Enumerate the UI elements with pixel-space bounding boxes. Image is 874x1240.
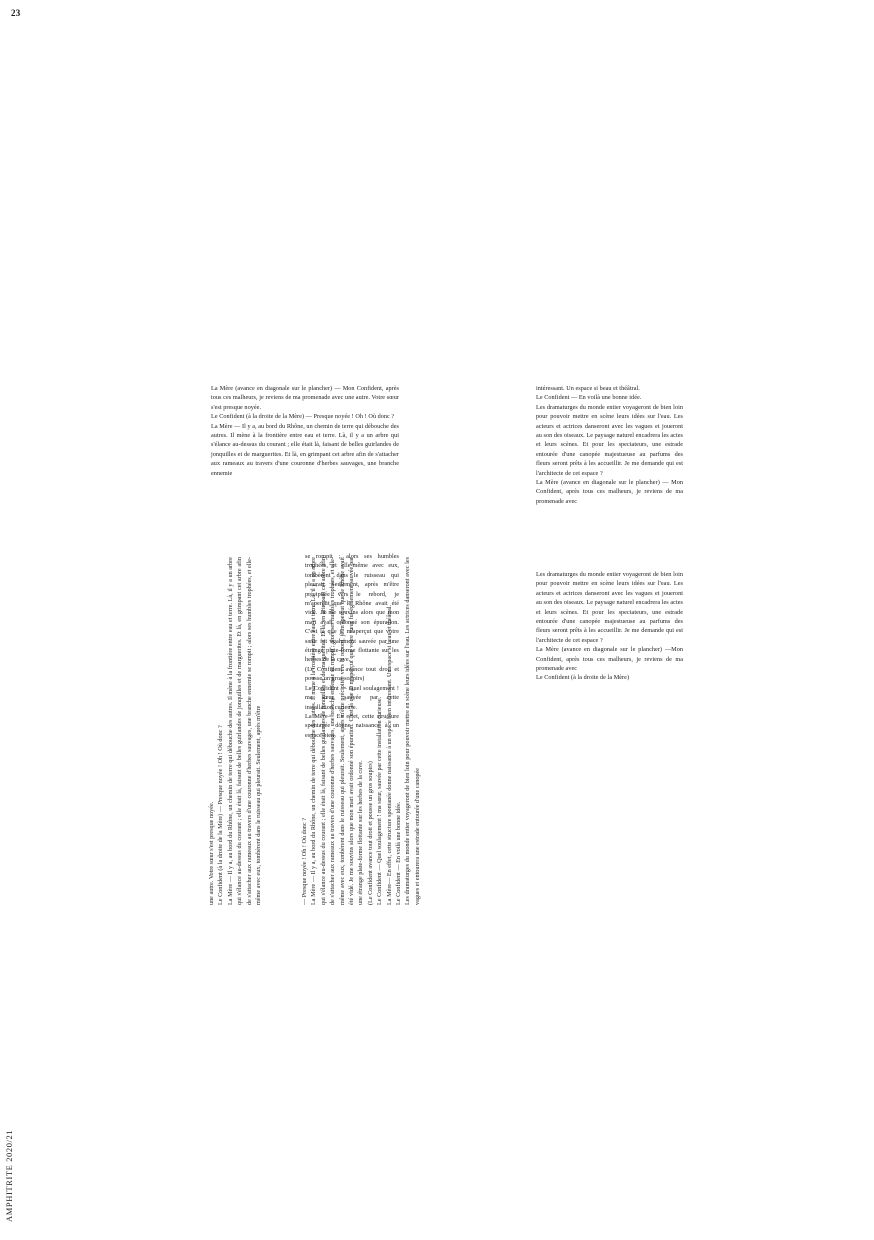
- text-block-rotated-middle: [300, 557, 421, 905]
- paragraph-text: une autre. Votre sœur s'est presque noyée. Le Confident (à la droite de la Mère) — Presque noyée ! Oh ! Où donc ? La Mère — Il y a, au bord du Rhône, un chemin de terre qui débouche des autres. Il mène à la frontière entre eau et terre. Là, il y a un arbre qui s'élance au-dessus du courant ; elle était là, faisant de belles guirlandes de jonquilles et de marguerites. Et là, en grimpant cet arbre afin de s'attacher aux rameaux au travers d'une couronne d'herbes sauvages, une branche ennemie se rompit ; alors ses humbles trophées, et elle-même avec eux, tombèrent dans le ruisseau qui pleurait. Seulement, après m'être: [208, 557, 263, 905]
- text-block-lower-right: [536, 570, 683, 683]
- paragraph-text: La Mère (avance en diagonale sur le plancher) — Mon Confident, après tous ces malheurs, je reviens de ma promenade avec une autre. Votre sœur s'est presque noyée. Le Confident (à la droite de la Mère) — Presque noyée ! Oh ! Où donc ? La Mère — Il y a, au bord du Rhône, un chemin de terre qui débouche des autres. Il mène à la frontière entre eau et terre. Là, il y a un arbre qui s'élance au-dessus du courant ; elle était là, faisant de belles guirlandes de jonquilles et de marguerites. Et là, en grimpant cet arbre afin de s'attacher aux rameaux au travers d'une couronne d'herbes sauvages, une branche ennemie: [211, 385, 399, 477]
- paragraph-text: intéressant. Un espace si beau et théâtral. Le Confident — En voilà une bonne idée. Les dramaturges du monde entier voyageront de bien loin pour pouvoir mettre en scène leurs idées sur l'eau. Les acteurs et actrices danseront avec les vagues et joueront au son des oiseaux. Le paysage naturel encadrera les actes et leurs scènes. Et pour les spectateurs, une estrade entourée d'une canopée majestueuse au parfums des fleurs seront prêts à les accueillir. Je me demande qui est l'architecte de cet espace ? La Mère (avance en diagonale sur le plancher) — Mon Confident, après tous ces malheurs, je reviens de ma promenade avec: [536, 385, 683, 505]
- paragraph-text: se rompit ; alors ses humbles trophées, et elle-même avec eux, tombèrent dans le ruisseau qui pleurait. Seulement, après m'être précipitée vers le rebord, je m'aperçut que le Rhône avait été vidé. Je me souvins alors que mon mari avait ordonné son épuration. C'est là que je m'aperçut que votre sœur fut également sauvée par une étrange plate-forme flottante sur les herbes de la cuve. (Le Confident avance tout droit et pousse un gros soupirs) Le Confident — Quel soulagement ! ma sœur, sauvée par cette installation curieuse. La Mère— En effet, cette structure spontanée donne naissance à un espace bien: [305, 553, 399, 739]
- text-block-upper-right: [536, 384, 683, 506]
- text-block-upper-middle: [211, 384, 399, 478]
- running-head: AMPHITRITE 2020/21: [4, 1129, 14, 1222]
- page-number: 23: [11, 8, 21, 18]
- paragraph-text: — Presque noyée ! Oh ! Où donc ? La Mère — Il y a, au bord du Rhône, un chemin de terre qui débouche des autres. Il mène à la frontière entre eau et terre. Là, il y a un arbre qui s'élance au-dessus du courant ; elle était là, faisant de belles guirlandes de jonquilles et de marguerites. Et là, en grimpant cet arbre afin de s'attacher aux rameaux au travers d'une couronne d'herbes sauvages, une branche ennemie se rompit ; alors ses humbles trophées, et elle-même avec eux, tombèrent dans le ruisseau qui pleurait. Seulement, après m'être précipitée vers le rebord, je m'aperçut que le Rhône avait été vidé. Je me souvins alors que mon mari avait ordonné son épuration. C'est là que je m'aperçut que votre sœur fut également sauvée par une étrange plate-forme flottante sur les herbes de la cuve. (Le Confident avance tout droit et pousse un gros soupirs) Le Confident — Quel soulagement ! ma sœur, sauvée par cette installation curieuse. La Mère— En effet, cette structure spontanée donne naissance à un espace bien intéressant. Un espace si beau et théâtral. Le Confident — En voilà une bonne idée. Les dramaturges du monde entier voyageront de bien loin pour pouvoir mettre en scène leurs idées sur l'eau. Les actrices danseront avec les vagues et entourera une estrade entourée d'une canopée: [301, 557, 421, 905]
- text-block-rotated-left: [207, 557, 295, 905]
- paragraph-text: Les dramaturges du monde entier voyageront de bien loin pour pouvoir mettre en scène leurs idées sur l'eau. Les acteurs et actrices danseront avec les vagues et joueront au son des oiseaux. Le paysage naturel encadrera les actes et leurs scènes. Et pour les spectateurs, une estrade entourée d'une canopée majestueuse au parfums des fleurs seront prêts à les accueillir. Je me demande qui est l'architecte de cet espace ? La Mère (avance en diagonale sur le plancher) —Mon Confident, après tous ces malheurs, je reviens de ma promenade avec Le Confident (à la droite de la Mère): [536, 571, 683, 682]
